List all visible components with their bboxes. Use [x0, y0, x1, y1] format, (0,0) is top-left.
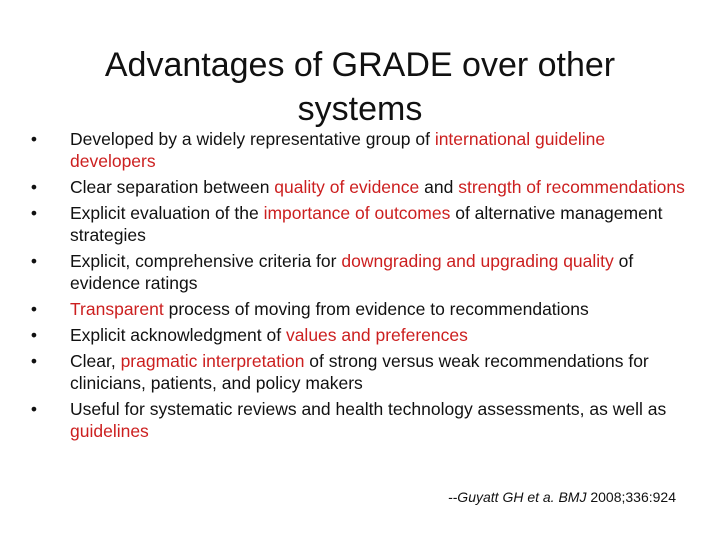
bullet-dot-icon: •: [30, 399, 38, 419]
bullet-text: Explicit acknowledgment of: [70, 325, 286, 345]
bullet-item: [28, 202, 688, 246]
citation-authors: --Guyatt GH et a. BMJ: [447, 489, 587, 505]
slide-title-line-2: systems: [297, 89, 423, 128]
highlighted-text: international guideline developers: [70, 129, 606, 171]
highlighted-text: guidelines: [70, 421, 149, 441]
bullet-dot-icon: •: [30, 177, 38, 197]
bullet-item: [28, 298, 688, 320]
highlighted-text: pragmatic interpretation: [120, 351, 305, 371]
bullet-text: Explicit, comprehensive criteria for: [70, 251, 342, 271]
bullet-text: of strong versus weak recommendations for clinicians, patients, and policy makers: [70, 351, 649, 393]
bullet-text: Explicit evaluation of the: [70, 203, 264, 223]
bullet-item: [28, 176, 688, 198]
bullet-list: [28, 128, 688, 446]
bullet-dot-icon: •: [30, 299, 38, 319]
bullet-text: process of moving from evidence to recommendations: [163, 299, 589, 319]
bullet-text: of alternative management strategies: [70, 203, 663, 245]
bullet-text: Clear,: [70, 351, 121, 371]
bullet-item: [28, 128, 688, 172]
highlighted-text: quality of evidence: [274, 177, 420, 197]
highlighted-text: Transparent: [70, 299, 164, 319]
bullet-text: Useful for systematic reviews and health technology assessments, as well as: [70, 399, 667, 419]
bullet-text: Clear separation between: [70, 177, 275, 197]
bullet-dot-icon: •: [30, 351, 38, 371]
bullet-text: Developed by a widely representative group of: [70, 129, 435, 149]
bullet-dot-icon: •: [30, 251, 38, 271]
citation-reference: 2008;336:924: [586, 489, 676, 505]
bullet-dot-icon: •: [30, 325, 38, 345]
highlighted-text: strength of recommendations: [458, 177, 685, 197]
highlighted-text: importance of outcomes: [263, 203, 451, 223]
bullet-item: [28, 250, 688, 294]
highlighted-text: values and preferences: [285, 325, 468, 345]
bullet-item: [28, 324, 688, 346]
slide-title: [60, 43, 660, 131]
bullet-item: [28, 398, 688, 442]
highlighted-text: downgrading and upgrading quality: [341, 251, 614, 271]
bullet-dot-icon: •: [30, 203, 38, 223]
bullet-dot-icon: •: [30, 129, 38, 149]
bullet-text: and: [419, 177, 459, 197]
bullet-item: [28, 350, 688, 394]
slide-title-line-1: Advantages of GRADE over other: [104, 45, 616, 84]
bullet-text: of evidence ratings: [70, 251, 634, 293]
citation: [448, 488, 676, 506]
